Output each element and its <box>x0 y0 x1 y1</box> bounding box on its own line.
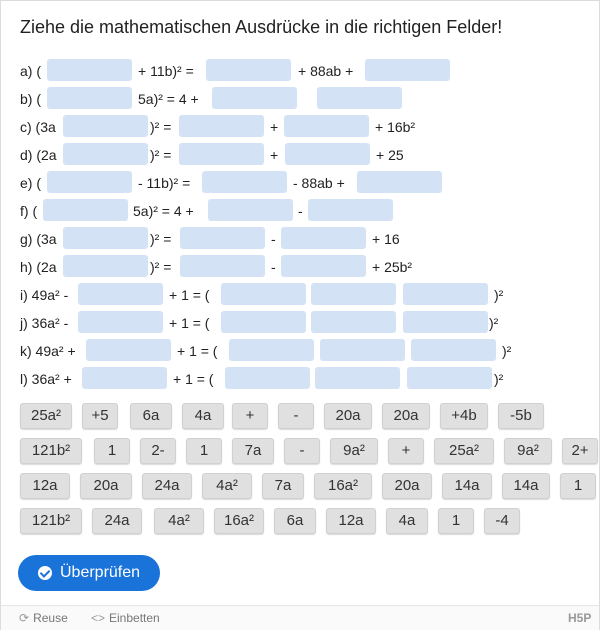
drop-zone[interactable] <box>284 115 369 137</box>
drop-zone[interactable] <box>221 311 306 333</box>
drop-zone[interactable] <box>225 367 310 389</box>
check-button[interactable] <box>18 555 160 591</box>
draggable-chip[interactable]: -4 <box>484 508 520 534</box>
drop-zone[interactable] <box>320 339 405 361</box>
drop-zone[interactable] <box>47 59 132 81</box>
expression-label: k) 49a² + <box>20 343 76 359</box>
footer-bar <box>1 605 599 630</box>
expression-text: - <box>298 203 303 219</box>
draggable-chip[interactable]: 20a <box>324 403 372 429</box>
draggable-chip[interactable]: 4a² <box>154 508 204 534</box>
drop-zone[interactable] <box>403 311 488 333</box>
draggable-chip[interactable]: 16a² <box>214 508 264 534</box>
drop-zone[interactable] <box>311 283 396 305</box>
drop-zone[interactable] <box>82 367 167 389</box>
drop-zone[interactable] <box>202 171 287 193</box>
draggable-chip[interactable]: 2- <box>140 438 176 464</box>
draggable-chip[interactable]: 7a <box>232 438 274 464</box>
draggable-chip[interactable]: - <box>278 403 314 429</box>
expression-text: + 1 = ( <box>169 287 210 303</box>
draggable-chip[interactable]: + <box>388 438 424 464</box>
check-button-label: Überprüfen <box>60 564 141 581</box>
drop-zone[interactable] <box>43 199 128 221</box>
draggable-chip[interactable]: +4b <box>440 403 488 429</box>
draggable-chip[interactable]: 24a <box>142 473 192 499</box>
drop-zone[interactable] <box>179 115 264 137</box>
expression-text: )² = <box>150 147 172 163</box>
draggable-chip[interactable]: 1 <box>94 438 130 464</box>
draggable-chip[interactable]: 6a <box>130 403 172 429</box>
drop-zone[interactable] <box>315 367 400 389</box>
reuse-icon: ⟳ <box>19 611 30 625</box>
draggable-chip[interactable]: 25a² <box>20 403 72 429</box>
drop-zone[interactable] <box>47 171 132 193</box>
draggable-chip[interactable]: 20a <box>382 403 430 429</box>
expression-text: )² <box>494 287 504 303</box>
draggable-chip[interactable]: 121b² <box>20 438 82 464</box>
expression-text: )² = <box>150 231 172 247</box>
drop-zone[interactable] <box>180 227 265 249</box>
draggable-chip[interactable]: 2+ <box>562 438 598 464</box>
drop-zone[interactable] <box>229 339 314 361</box>
expression-text: + 1 = ( <box>173 371 214 387</box>
drop-zone[interactable] <box>78 283 163 305</box>
expression-text: + 1 = ( <box>169 315 210 331</box>
drop-zone[interactable] <box>411 339 496 361</box>
embed-link[interactable]: <> Einbetten <box>91 611 160 625</box>
expression-label: j) 36a² - <box>20 315 69 331</box>
draggable-chip[interactable]: + <box>232 403 268 429</box>
expression-label: a) ( <box>20 63 41 79</box>
drop-zone[interactable] <box>317 87 402 109</box>
expression-text: + <box>270 147 279 163</box>
expression-text: - <box>271 259 276 275</box>
draggable-chip[interactable]: -5b <box>498 403 544 429</box>
draggable-chip[interactable]: 4a² <box>202 473 252 499</box>
expression-label: f) ( <box>20 203 38 219</box>
drop-zone[interactable] <box>179 143 264 165</box>
drop-zone[interactable] <box>285 143 370 165</box>
draggable-chip[interactable]: 1 <box>438 508 474 534</box>
expression-text: )² <box>489 315 499 331</box>
expression-label: g) (3a <box>20 231 57 247</box>
drop-zone[interactable] <box>407 367 492 389</box>
h5p-logo: H5P <box>568 611 592 625</box>
draggable-chip[interactable]: 14a <box>442 473 492 499</box>
draggable-chip[interactable]: +5 <box>82 403 118 429</box>
draggable-chip[interactable]: 1 <box>186 438 222 464</box>
expression-label: l) 36a² + <box>20 371 72 387</box>
draggable-chip[interactable]: 9a² <box>330 438 378 464</box>
expression-text: + <box>270 119 279 135</box>
expression-text: )² <box>494 371 504 387</box>
draggable-chip[interactable]: 16a² <box>314 473 372 499</box>
drop-zone[interactable] <box>281 227 366 249</box>
drop-zone[interactable] <box>403 283 488 305</box>
drop-zone[interactable] <box>63 227 148 249</box>
drop-zone[interactable] <box>63 255 148 277</box>
expression-text: 5a)² = 4 + <box>138 91 199 107</box>
expression-label: b) ( <box>20 91 41 107</box>
draggable-chip[interactable]: 24a <box>92 508 142 534</box>
expression-text: + 11b)² = <box>138 63 194 79</box>
draggable-chip[interactable]: 4a <box>182 403 224 429</box>
expression-text: + 25 <box>376 147 404 163</box>
expression-text: - 11b)² = <box>138 175 191 191</box>
draggable-chip[interactable]: 4a <box>386 508 428 534</box>
expression-label: e) ( <box>20 175 41 191</box>
expression-text: + 88ab + <box>298 63 354 79</box>
draggable-chip[interactable]: 9a² <box>504 438 552 464</box>
drop-zone[interactable] <box>63 115 148 137</box>
draggable-chip[interactable]: 6a <box>274 508 316 534</box>
draggable-chip[interactable]: 12a <box>20 473 70 499</box>
expression-text: 5a)² = 4 + <box>133 203 194 219</box>
check-circle-icon <box>38 566 52 580</box>
expression-text: )² = <box>150 119 172 135</box>
expression-label: h) (2a <box>20 259 57 275</box>
draggable-chip[interactable]: - <box>284 438 320 464</box>
drop-zone[interactable] <box>311 311 396 333</box>
expression-text: + 16b² <box>375 119 416 135</box>
draggable-chip[interactable]: 20a <box>80 473 132 499</box>
expression-label: i) 49a² - <box>20 287 69 303</box>
drop-zone[interactable] <box>86 339 171 361</box>
expression-text: + 25b² <box>372 259 413 275</box>
expression-label: d) (2a <box>20 147 57 163</box>
expression-label: c) (3a <box>20 119 56 135</box>
drop-zone[interactable] <box>63 143 148 165</box>
draggable-chip[interactable]: 12a <box>326 508 376 534</box>
drop-zone[interactable] <box>308 199 393 221</box>
drop-zone[interactable] <box>180 255 265 277</box>
draggable-chip[interactable]: 14a <box>502 473 550 499</box>
drop-zone[interactable] <box>281 255 366 277</box>
drop-zone[interactable] <box>78 311 163 333</box>
expression-text: + 16 <box>372 231 400 247</box>
drop-zone[interactable] <box>221 283 306 305</box>
expression-text: - <box>271 231 276 247</box>
reuse-link[interactable]: ⟳ Reuse <box>19 611 68 625</box>
drop-zone[interactable] <box>206 59 291 81</box>
draggable-chip[interactable]: 20a <box>382 473 432 499</box>
embed-icon: <> <box>91 611 106 625</box>
expression-text: )² <box>502 343 512 359</box>
drop-zone[interactable] <box>365 59 450 81</box>
draggable-chip[interactable]: 7a <box>262 473 304 499</box>
expression-text: )² = <box>150 259 172 275</box>
drop-zone[interactable] <box>208 199 293 221</box>
draggable-chip[interactable]: 25a² <box>434 438 494 464</box>
draggable-chip[interactable]: 121b² <box>20 508 82 534</box>
drop-zone[interactable] <box>212 87 297 109</box>
draggable-chip[interactable]: 1 <box>560 473 596 499</box>
drop-zone[interactable] <box>47 87 132 109</box>
expression-text: - 88ab + <box>293 175 345 191</box>
expression-text: + 1 = ( <box>177 343 218 359</box>
drop-zone[interactable] <box>357 171 442 193</box>
task-title: Ziehe die mathematischen Ausdrücke in die richtigen Felder! <box>20 17 503 37</box>
